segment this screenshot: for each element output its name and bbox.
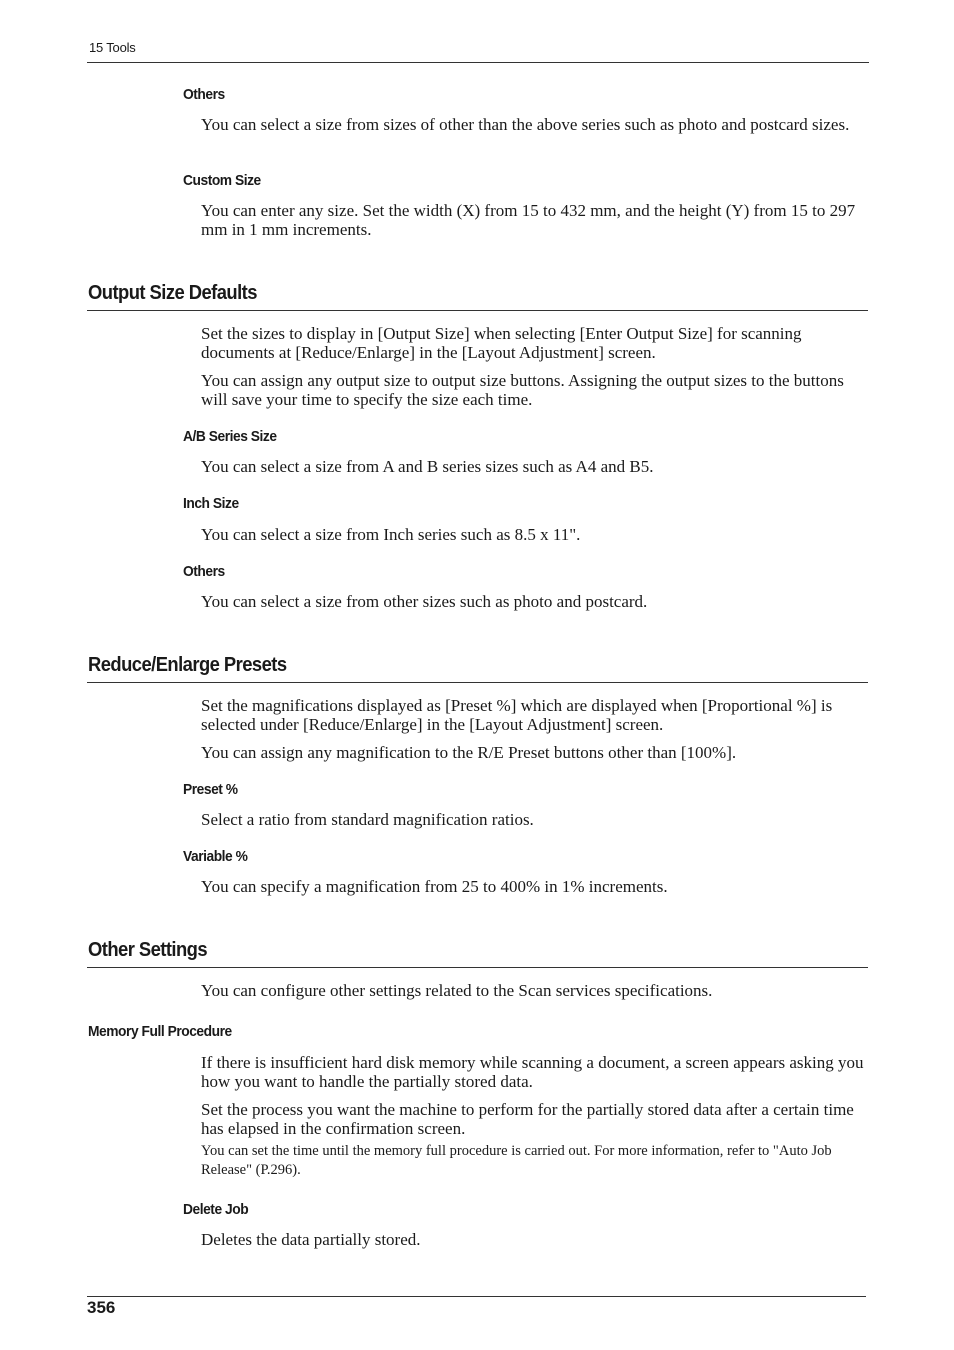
paragraph-output-size-defaults-2: You can assign any output size to output size buttons. Assigning the output sizes to the buttons will save your time to specify the size each time. <box>201 371 844 409</box>
paragraph-memory-full-procedure-1: If there is insufficient hard disk memory while scanning a document, a screen appears asking you how you want to handle the partially stored data. <box>201 1053 864 1091</box>
heading-memory-full-procedure: Memory Full Procedure <box>88 1023 232 1040</box>
paragraph-delete-job: Deletes the data partially stored. <box>201 1230 421 1249</box>
note-memory-full-procedure: You can set the time until the memory full procedure is carried out. For more information, refer to "Auto Job Release" (P.296). <box>201 1143 832 1178</box>
paragraph-other-settings: You can configure other settings related to the Scan services specifications. <box>201 981 713 1000</box>
heading-reduce-enlarge-presets: Reduce/Enlarge Presets <box>88 654 287 676</box>
heading-others-2: Others <box>183 563 225 580</box>
heading-delete-job: Delete Job <box>183 1201 249 1218</box>
page-number: 356 <box>87 1298 116 1317</box>
heading-other-settings: Other Settings <box>88 939 208 961</box>
paragraph-others-2: You can select a size from other sizes such as photo and postcard. <box>201 592 648 611</box>
heading-inch-size: Inch Size <box>183 495 239 512</box>
running-header: 15 Tools <box>89 40 136 55</box>
heading-others-1: Others <box>183 86 225 103</box>
paragraph-output-size-defaults-1: Set the sizes to display in [Output Size] when selecting [Enter Output Size] for scanning documents at [Reduce/Enlarge] in the [Layout Adjustment] screen. <box>201 324 802 362</box>
heading-output-size-defaults: Output Size Defaults <box>88 282 257 304</box>
paragraph-custom-size: You can enter any size. Set the width (X) from 15 to 432 mm, and the height (Y) from 15 to 297 mm in 1 mm increments. <box>201 201 856 239</box>
paragraph-memory-full-procedure-2: Set the process you want the machine to perform for the partially stored data after a certain time has elapsed in the confirmation screen. <box>201 1100 854 1138</box>
paragraph-reduce-enlarge-presets-1: Set the magnifications displayed as [Preset %] which are displayed when [Proportional %] is selected under [Reduce/Enlarge] in the [Layout Adjustment] screen. <box>201 696 833 734</box>
footer-rule <box>87 1296 866 1297</box>
paragraph-preset-percent: Select a ratio from standard magnification ratios. <box>201 810 534 829</box>
section-rule-other-settings <box>87 967 868 968</box>
header-rule <box>87 62 869 63</box>
paragraph-reduce-enlarge-presets-2: You can assign any magnification to the R/E Preset buttons other than [100%]. <box>201 743 737 762</box>
paragraph-others-1: You can select a size from sizes of other than the above series such as photo and postcard sizes. <box>201 115 850 134</box>
heading-custom-size: Custom Size <box>183 172 261 189</box>
heading-ab-series-size: A/B Series Size <box>183 428 277 445</box>
paragraph-variable-percent: You can specify a magnification from 25 to 400% in 1% increments. <box>201 877 668 896</box>
paragraph-inch-size: You can select a size from Inch series such as 8.5 x 11". <box>201 525 581 544</box>
heading-variable-percent: Variable % <box>183 848 248 865</box>
paragraph-ab-series-size: You can select a size from A and B series sizes such as A4 and B5. <box>201 457 654 476</box>
heading-preset-percent: Preset % <box>183 781 238 798</box>
section-rule-reduce-enlarge-presets <box>87 682 868 683</box>
section-rule-output-size-defaults <box>87 310 868 311</box>
